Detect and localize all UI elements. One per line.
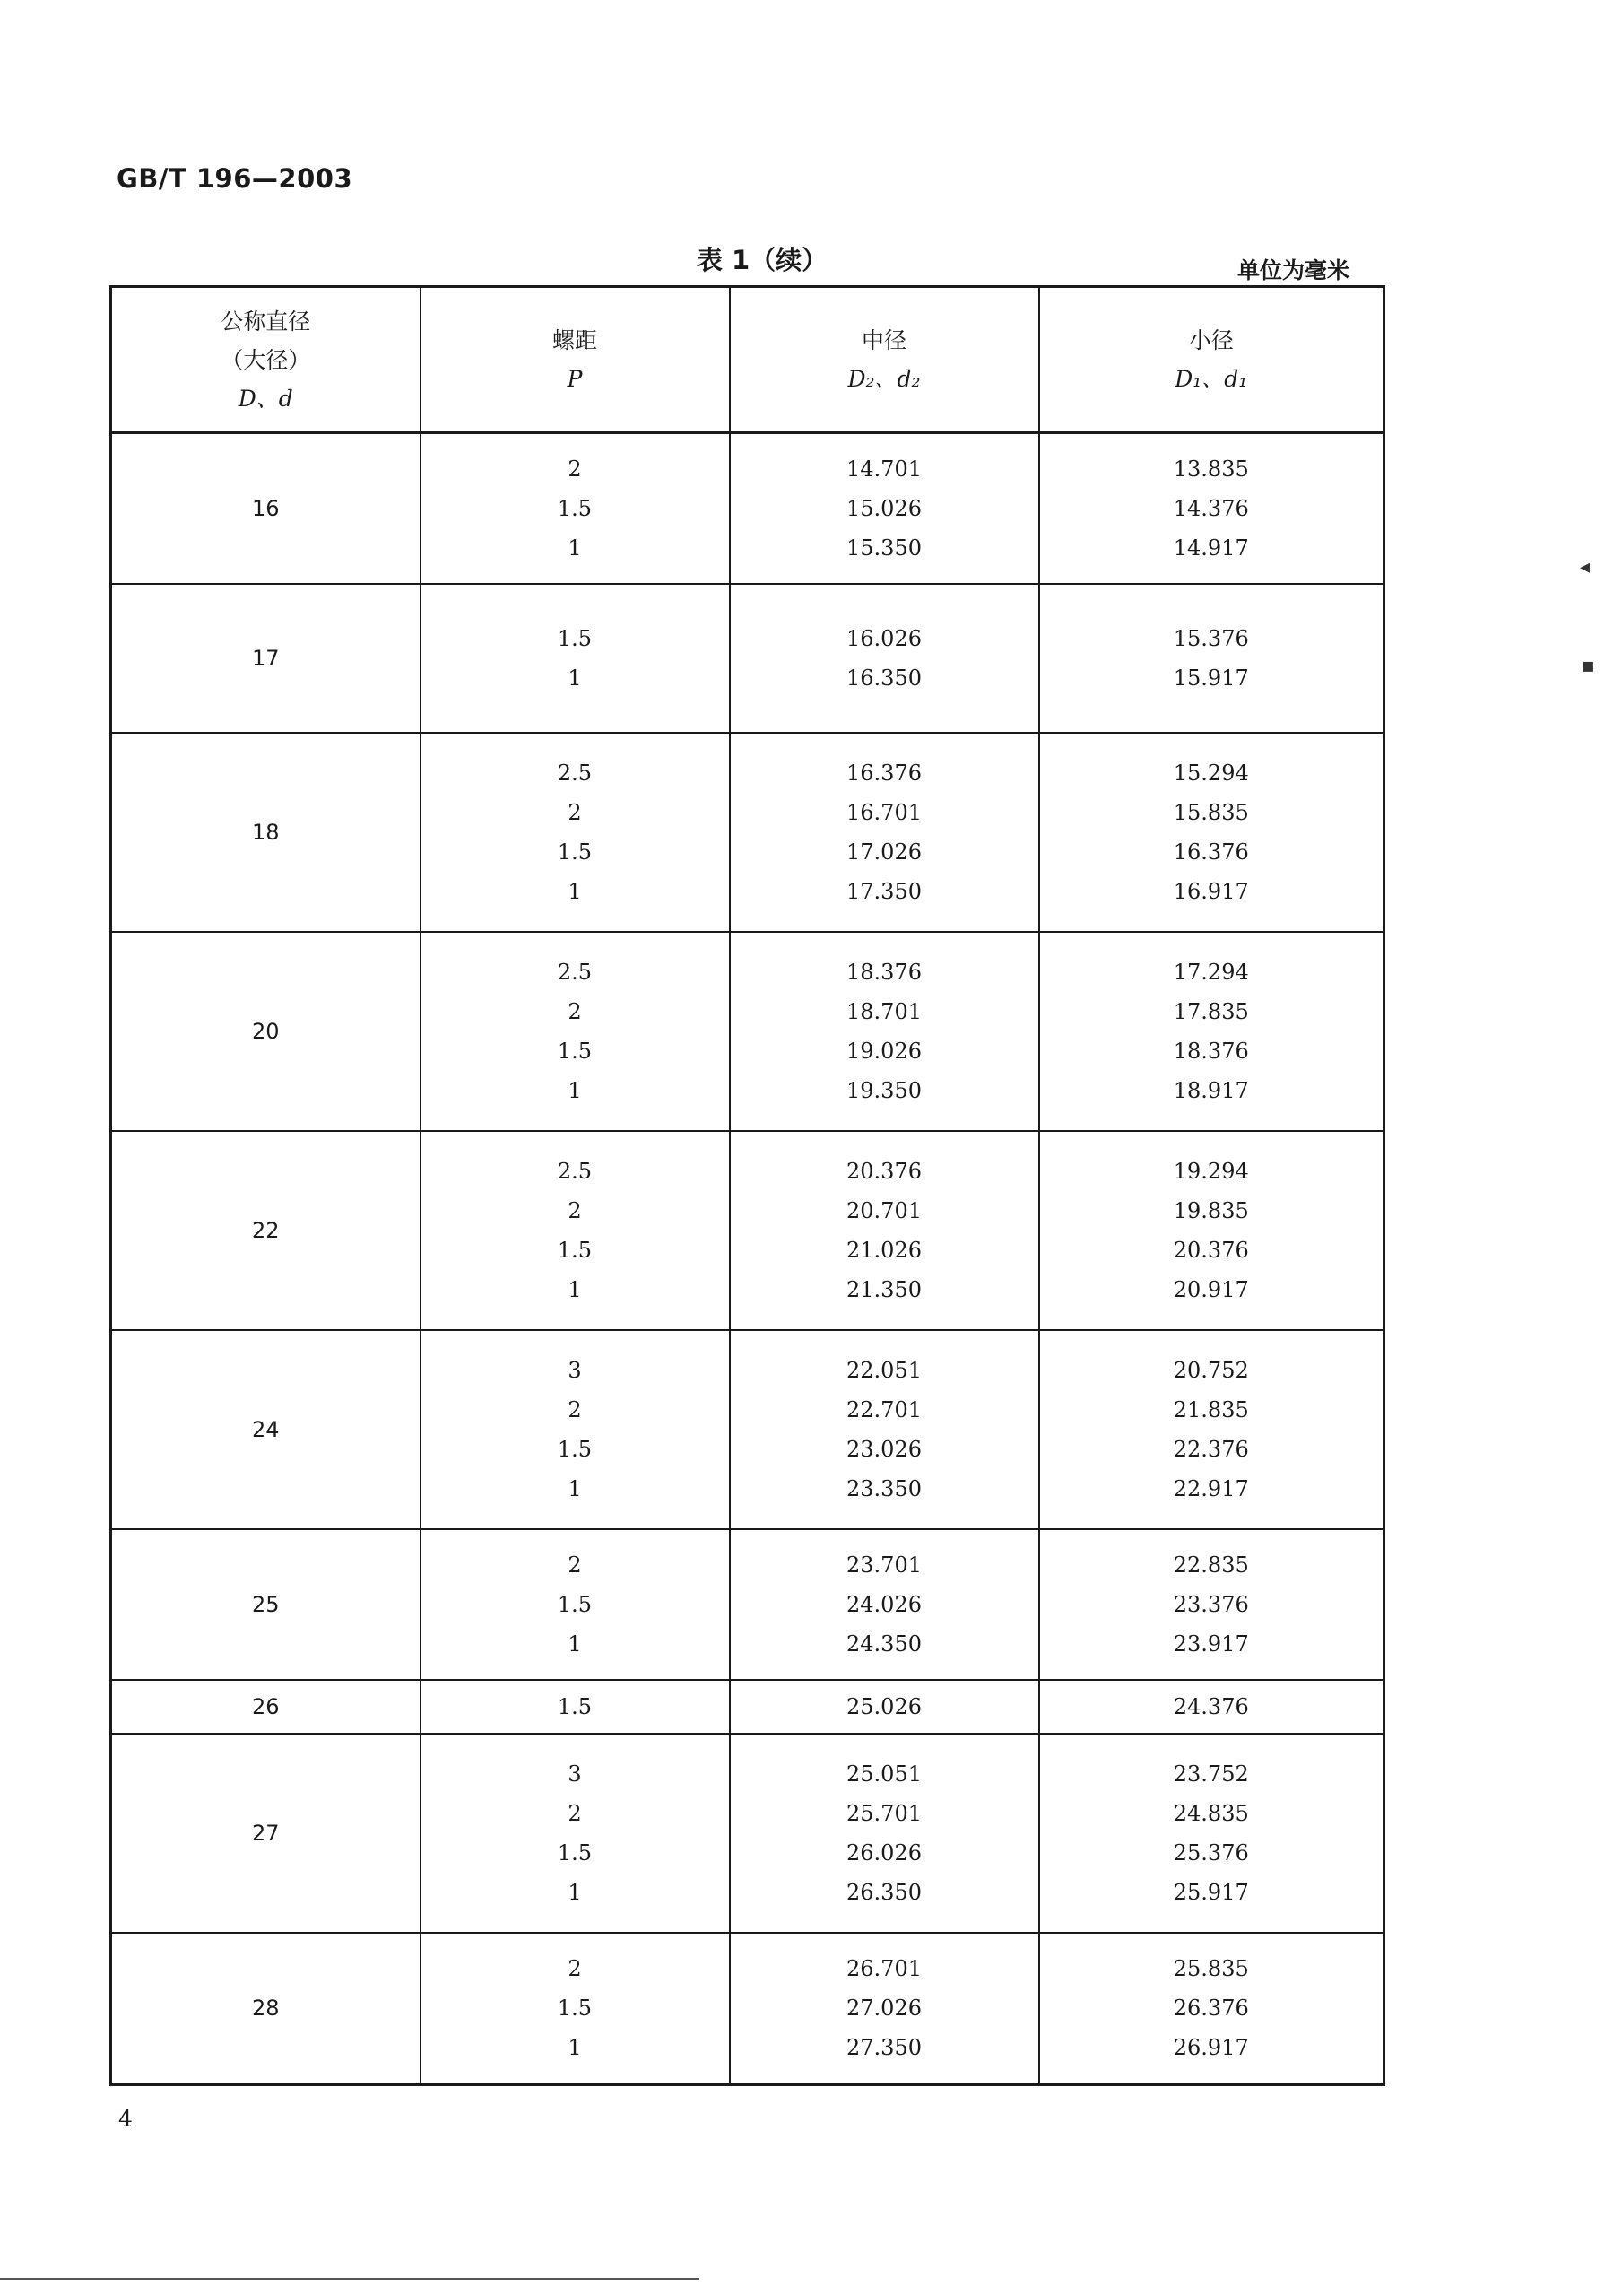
pitch-cell: [421, 1330, 730, 1529]
cell-value: 20.376: [1173, 1237, 1249, 1263]
header-minor-diameter: [1039, 287, 1384, 433]
cell-value: 1: [568, 1276, 582, 1302]
unit-label: 单位为毫米: [1237, 257, 1350, 283]
table-row: [111, 1734, 1384, 1933]
header-pitch-diameter: [730, 287, 1039, 433]
nominal-diameter-cell: 18: [111, 733, 421, 932]
minor-diameter-cell: [1039, 1933, 1384, 2085]
pitch-cell: [421, 1734, 730, 1933]
table-row: [111, 1680, 1384, 1734]
cell-value: 22.051: [846, 1357, 922, 1383]
cell-value: 20.376: [846, 1158, 922, 1184]
cell-value: 20.752: [1173, 1357, 1249, 1383]
pitch-cell: [421, 1131, 730, 1330]
cell-value: 21.026: [846, 1237, 922, 1263]
cell-value: 23.376: [1173, 1591, 1249, 1617]
cell-value: 22.917: [1173, 1475, 1249, 1501]
bottom-rule: [0, 2278, 699, 2280]
cell-value: 1: [568, 878, 582, 904]
cell-value: 16.350: [846, 665, 922, 691]
table-row: [111, 433, 1384, 584]
cell-value: 18.917: [1173, 1077, 1249, 1103]
nominal-diameter-cell: 17: [111, 584, 421, 733]
nominal-diameter-cell: 20: [111, 932, 421, 1131]
cell-value: 1.5: [557, 495, 593, 521]
cell-value: 1: [568, 1475, 582, 1501]
pitch-cell: [421, 1933, 730, 2085]
header-label: 中径: [861, 327, 906, 353]
header-symbol: P: [567, 366, 583, 392]
pitch-cell: [421, 733, 730, 932]
cell-value: 23.917: [1173, 1631, 1249, 1657]
cell-value: 2: [568, 1800, 582, 1826]
pitch-cell: [421, 932, 730, 1131]
minor-diameter-cell: [1039, 1330, 1384, 1529]
pitch-diameter-cell: [730, 1680, 1039, 1734]
cell-value: 18.376: [846, 959, 922, 985]
cell-value: 15.376: [1173, 625, 1249, 651]
header-pitch: [421, 287, 730, 433]
cell-value: 16.701: [846, 799, 922, 825]
cell-value: 26.350: [846, 1879, 922, 1905]
cell-value: 20.917: [1173, 1276, 1249, 1302]
cell-value: 25.917: [1173, 1879, 1249, 1905]
table-row: [111, 1131, 1384, 1330]
cell-value: 3: [568, 1357, 582, 1383]
table-row: [111, 733, 1384, 932]
minor-diameter-cell: [1039, 433, 1384, 584]
table-body: [111, 433, 1384, 2085]
cell-value: 16.917: [1173, 878, 1249, 904]
cell-value: 1.5: [557, 1839, 593, 1866]
cell-value: 1.5: [557, 1591, 593, 1617]
cell-value: 25.701: [846, 1800, 922, 1826]
cell-value: 16.376: [1173, 839, 1249, 865]
table-header-row: [111, 287, 1384, 433]
cell-value: 18.376: [1173, 1038, 1249, 1064]
cell-value: 13.835: [1173, 456, 1249, 482]
table-row: [111, 932, 1384, 1131]
cell-value: 1.5: [557, 1996, 593, 2022]
cell-value: 1.5: [557, 839, 593, 865]
cell-value: 1: [568, 665, 582, 691]
cell-value: 17.294: [1173, 959, 1249, 985]
cell-value: 24.835: [1173, 1800, 1249, 1826]
cell-value: 20.701: [846, 1197, 922, 1223]
cell-value: 21.350: [846, 1276, 922, 1302]
nominal-diameter-cell: 27: [111, 1734, 421, 1933]
cell-value: 14.376: [1173, 495, 1249, 521]
cell-value: 2: [568, 456, 582, 482]
minor-diameter-cell: [1039, 733, 1384, 932]
cell-value: 22.376: [1173, 1436, 1249, 1462]
header-label: 公称直径: [221, 308, 311, 335]
cell-value: 22.701: [846, 1396, 922, 1422]
pitch-cell: [421, 433, 730, 584]
cell-value: 27.350: [846, 2035, 922, 2061]
cell-value: 1: [568, 535, 582, 561]
cell-value: 1: [568, 1631, 582, 1657]
cell-value: 26.701: [846, 1956, 922, 1982]
cell-value: 2: [568, 998, 582, 1024]
header-nominal-diameter: [111, 287, 421, 433]
cell-value: 25.835: [1173, 1956, 1249, 1982]
cell-value: 25.051: [846, 1761, 922, 1787]
nominal-diameter-cell: 16: [111, 433, 421, 584]
cell-value: 17.835: [1173, 998, 1249, 1024]
cell-value: 15.026: [846, 495, 922, 521]
cell-value: 1.5: [557, 1436, 593, 1462]
page-number: 4: [118, 2106, 133, 2132]
header-sublabel: （大径）: [221, 346, 311, 373]
pitch-diameter-cell: [730, 1131, 1039, 1330]
cell-value: 2.5: [557, 760, 593, 786]
table-title: 表 1（续）: [696, 245, 828, 275]
minor-diameter-cell: [1039, 1680, 1384, 1734]
cell-value: 26.376: [1173, 1996, 1249, 2022]
cell-value: 26.026: [846, 1839, 922, 1866]
cell-value: 1.5: [557, 1038, 593, 1064]
cell-value: 2.5: [557, 1158, 593, 1184]
header-symbol: D₂、d₂: [847, 366, 921, 392]
pitch-cell: [421, 584, 730, 733]
table-row: [111, 1529, 1384, 1680]
cell-value: 17.350: [846, 878, 922, 904]
minor-diameter-cell: [1039, 584, 1384, 733]
nominal-diameter-cell: 25: [111, 1529, 421, 1680]
cell-value: 15.835: [1173, 799, 1249, 825]
cell-value: 1: [568, 2035, 582, 2061]
header-symbol: D、d: [238, 385, 293, 412]
cell-value: 14.701: [846, 456, 922, 482]
cell-value: 3: [568, 1761, 582, 1787]
cell-value: 21.835: [1173, 1396, 1249, 1422]
cell-value: 19.835: [1173, 1197, 1249, 1223]
cell-value: 1: [568, 1077, 582, 1103]
nominal-diameter-cell: 22: [111, 1131, 421, 1330]
minor-diameter-cell: [1039, 1734, 1384, 1933]
cell-value: 24.376: [1173, 1693, 1249, 1719]
cell-value: 2: [568, 1956, 582, 1982]
pitch-diameter-cell: [730, 584, 1039, 733]
cell-value: 2: [568, 1197, 582, 1223]
cell-value: 22.835: [1173, 1552, 1249, 1578]
minor-diameter-cell: [1039, 1529, 1384, 1680]
cell-value: 1.5: [557, 1237, 593, 1263]
pitch-cell: [421, 1529, 730, 1680]
table-row: [111, 1330, 1384, 1529]
cell-value: 25.026: [846, 1693, 922, 1719]
cell-value: 19.026: [846, 1038, 922, 1064]
header-symbol: D₁、d₁: [1175, 366, 1248, 392]
pitch-diameter-cell: [730, 433, 1039, 584]
cell-value: 23.752: [1173, 1761, 1249, 1787]
cell-value: 23.026: [846, 1436, 922, 1462]
cell-value: 2: [568, 799, 582, 825]
minor-diameter-cell: [1039, 1131, 1384, 1330]
header-label: 小径: [1188, 327, 1234, 353]
margin-mark: ◂: [1580, 556, 1591, 578]
pitch-diameter-cell: [730, 1529, 1039, 1680]
cell-value: 1: [568, 1879, 582, 1905]
minor-diameter-cell: [1039, 932, 1384, 1131]
pitch-diameter-cell: [730, 1933, 1039, 2085]
cell-value: 25.376: [1173, 1839, 1249, 1866]
table-row: [111, 584, 1384, 733]
cell-value: 24.350: [846, 1631, 922, 1657]
cell-value: 14.917: [1173, 535, 1249, 561]
cell-value: 15.350: [846, 535, 922, 561]
cell-value: 1.5: [557, 1693, 593, 1719]
pitch-diameter-cell: [730, 1734, 1039, 1933]
nominal-diameter-cell: 26: [111, 1680, 421, 1734]
cell-value: 18.701: [846, 998, 922, 1024]
pitch-diameter-cell: [730, 733, 1039, 932]
header-label: 螺距: [551, 327, 597, 353]
pitch-cell: [421, 1680, 730, 1734]
table-row: [111, 1933, 1384, 2085]
standard-code: GB/T 196—2003: [117, 163, 353, 194]
pitch-diameter-cell: [730, 1330, 1039, 1529]
pitch-diameter-cell: [730, 932, 1039, 1131]
cell-value: 16.026: [846, 625, 922, 651]
nominal-diameter-cell: 28: [111, 1933, 421, 2085]
cell-value: 15.294: [1173, 760, 1249, 786]
cell-value: 15.917: [1173, 665, 1249, 691]
cell-value: 19.294: [1173, 1158, 1249, 1184]
cell-value: 2.5: [557, 959, 593, 985]
cell-value: 2: [568, 1552, 582, 1578]
cell-value: 2: [568, 1396, 582, 1422]
nominal-diameter-cell: 24: [111, 1330, 421, 1529]
cell-value: 17.026: [846, 839, 922, 865]
cell-value: 19.350: [846, 1077, 922, 1103]
cell-value: 23.701: [846, 1552, 922, 1578]
cell-value: 16.376: [846, 760, 922, 786]
thread-dimensions-table: [109, 285, 1385, 2086]
cell-value: 24.026: [846, 1591, 922, 1617]
cell-value: 23.350: [846, 1475, 922, 1501]
cell-value: 27.026: [846, 1996, 922, 2022]
cell-value: 1.5: [557, 625, 593, 651]
margin-mark: ▪: [1582, 655, 1595, 677]
cell-value: 26.917: [1173, 2035, 1249, 2061]
